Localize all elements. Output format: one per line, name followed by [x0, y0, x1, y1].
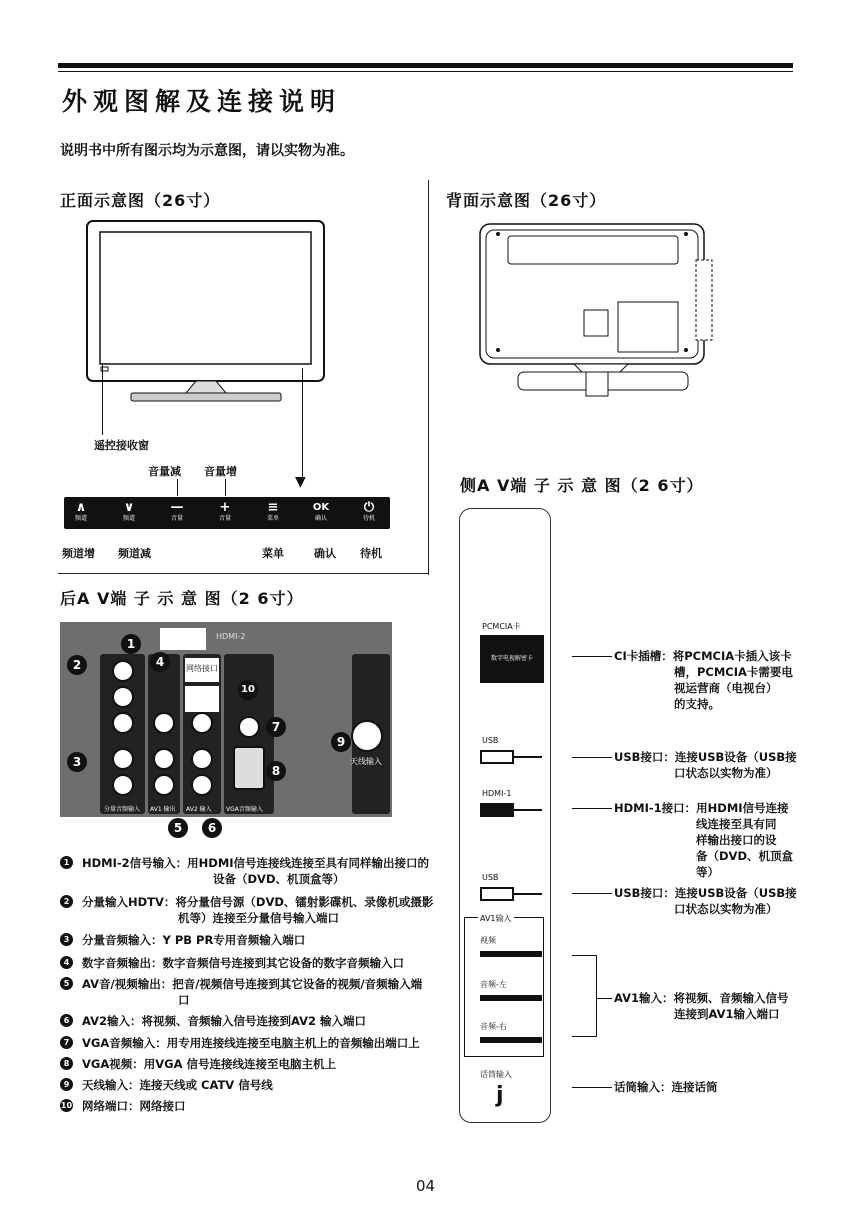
front-heading: 正面示意图（26寸） — [60, 191, 221, 210]
arrow-line — [302, 368, 303, 478]
page-title: 外观图解及连接说明 — [62, 87, 342, 116]
network-jack — [185, 686, 219, 712]
hdmi1-cable — [514, 809, 542, 811]
section-divider-vertical — [428, 180, 429, 575]
network-label: 网络接口 — [186, 664, 218, 673]
callout-1: 1 — [121, 634, 141, 654]
port-av2-video — [191, 712, 213, 734]
bottom-label-vga-audio: VGA音频输入 — [226, 806, 263, 813]
back-heading: 背面示意图（26寸） — [446, 191, 607, 210]
port-y — [112, 660, 134, 682]
mic-jack-icon: j — [496, 1083, 504, 1108]
leader-usb1 — [572, 757, 612, 758]
hdmi1-plug — [480, 803, 514, 817]
callout-5: 5 — [168, 818, 188, 838]
usb2-label: USB — [482, 873, 499, 882]
hdmi2-port — [160, 628, 206, 650]
label-channel-down: 频道减 — [118, 547, 151, 560]
vol-down-label: 音量减 — [148, 465, 181, 478]
port-av1-audio-r — [153, 774, 175, 796]
page-number: 04 — [416, 1177, 436, 1195]
page-note: 说明书中所有图示均为示意图，请以实物为准。 — [60, 143, 354, 159]
top-rule-thin — [58, 71, 793, 72]
av1-label: AV1输入 — [480, 914, 512, 923]
leader-mic — [572, 1087, 612, 1088]
port-vga — [233, 746, 265, 790]
side-av-panel — [459, 508, 551, 1123]
video-label: 视频 — [480, 936, 496, 945]
desc-hdmi1: HDMI-1接口：用HDMI信号连接 线连接至具有同 样输出接口的设 备（DVD、机顶盒 等） — [614, 801, 793, 879]
label-ok: 确认 — [314, 547, 336, 560]
callout-2: 2 — [67, 655, 87, 675]
pcmcia-label: PCMCIA卡 — [482, 622, 521, 631]
bottom-label-component-audio: 分量音频输入 — [104, 806, 141, 813]
front-key-panel — [64, 497, 390, 529]
port-vga-audio — [238, 716, 260, 738]
mic-label: 话筒输入 — [480, 1070, 512, 1079]
receiver-leader — [102, 363, 103, 435]
remote-receiver-label: 遥控接收窗 — [94, 439, 149, 452]
desc-mic: 话筒输入：连接话筒 — [614, 1080, 718, 1094]
vol-up-label: 音量增 — [204, 465, 237, 478]
usb1-cable — [514, 756, 542, 758]
av1-bracket — [572, 955, 597, 1037]
top-rule — [58, 63, 793, 68]
desc-usb2: USB接口：连接USB设备（USB接 口状态以实物为准） — [614, 886, 797, 916]
callout-6: 6 — [202, 818, 222, 838]
label-channel-up: 频道增 — [62, 547, 95, 560]
arrow-down-icon: ▼ — [295, 474, 306, 490]
back-tv-illustration — [478, 222, 718, 400]
bottom-label-av1-out: AV1 输出 — [150, 806, 176, 813]
audio-left-plug — [480, 995, 542, 1001]
key-channel-down[interactable]: ∨ 频道 — [122, 500, 135, 522]
port-pb — [112, 686, 134, 708]
desc-ci: CI卡插槽：将PCMCIA卡插入该卡 槽，PCMCIA卡需要电 视运营商（电视台） 的支持。 — [614, 649, 793, 711]
leader-av1 — [597, 998, 612, 999]
leader-usb2 — [572, 893, 612, 894]
key-menu[interactable]: ≡ 菜单 — [266, 500, 279, 522]
port-av2-audio-r — [191, 774, 213, 796]
hdmi2-label: HDMI-2 — [216, 632, 246, 641]
antenna-label: 天线输入 — [350, 757, 382, 766]
usb1-plug — [480, 750, 514, 764]
usb2-plug — [480, 887, 514, 901]
audio-right-label: 音频-右 — [480, 1022, 507, 1031]
label-menu: 菜单 — [262, 547, 284, 560]
audio-left-label: 音频-左 — [480, 980, 507, 989]
key-channel-up[interactable]: ∧ 频道 — [74, 500, 87, 522]
usb2-cable — [514, 893, 542, 895]
port-antenna — [351, 720, 383, 752]
rear-av-panel — [60, 622, 392, 817]
port-av1-video — [153, 712, 175, 734]
leader-hdmi1 — [572, 808, 612, 809]
callout-10: 10 — [238, 680, 258, 700]
callout-4: 4 — [150, 652, 170, 672]
vol-down-leader — [177, 479, 178, 496]
port-comp-audio-r — [112, 774, 134, 796]
vol-up-leader — [225, 479, 226, 496]
callout-3: 3 — [67, 752, 87, 772]
video-plug — [480, 951, 542, 957]
callout-7: 7 — [266, 717, 286, 737]
section-divider-horizontal — [58, 573, 429, 574]
key-volume-up[interactable]: + 音量 — [218, 500, 231, 522]
key-standby[interactable]: ⏻ 待机 — [362, 500, 375, 522]
port-pr — [112, 712, 134, 734]
bottom-label-av2-in: AV2 输入 — [186, 806, 212, 813]
usb1-label: USB — [482, 736, 499, 745]
callout-9: 9 — [331, 732, 351, 752]
port-av1-audio-l — [153, 748, 175, 770]
hdmi1-label: HDMI-1 — [482, 789, 512, 798]
pcmcia-card: 数字电视解密卡 — [480, 635, 544, 683]
port-comp-audio-l — [112, 748, 134, 770]
desc-usb1: USB接口：连接USB设备（USB接 口状态以实物为准） — [614, 750, 797, 780]
key-volume-down[interactable]: — 音量 — [170, 500, 184, 522]
key-ok[interactable]: OK 确认 — [312, 502, 330, 522]
label-standby: 待机 — [360, 547, 382, 560]
rear-av-heading: 后A V端 子 示 意 图（2 6寸） — [60, 589, 304, 608]
leader-ci — [572, 656, 612, 657]
front-tv-illustration — [86, 220, 326, 405]
side-av-heading: 侧A V端 子 示 意 图（2 6寸） — [460, 476, 704, 495]
desc-av1: AV1输入：将视频、音频输入信号 连接到AV1输入端口 — [614, 991, 789, 1021]
port-av2-audio-l — [191, 748, 213, 770]
callout-8: 8 — [266, 761, 286, 781]
audio-right-plug — [480, 1037, 542, 1043]
